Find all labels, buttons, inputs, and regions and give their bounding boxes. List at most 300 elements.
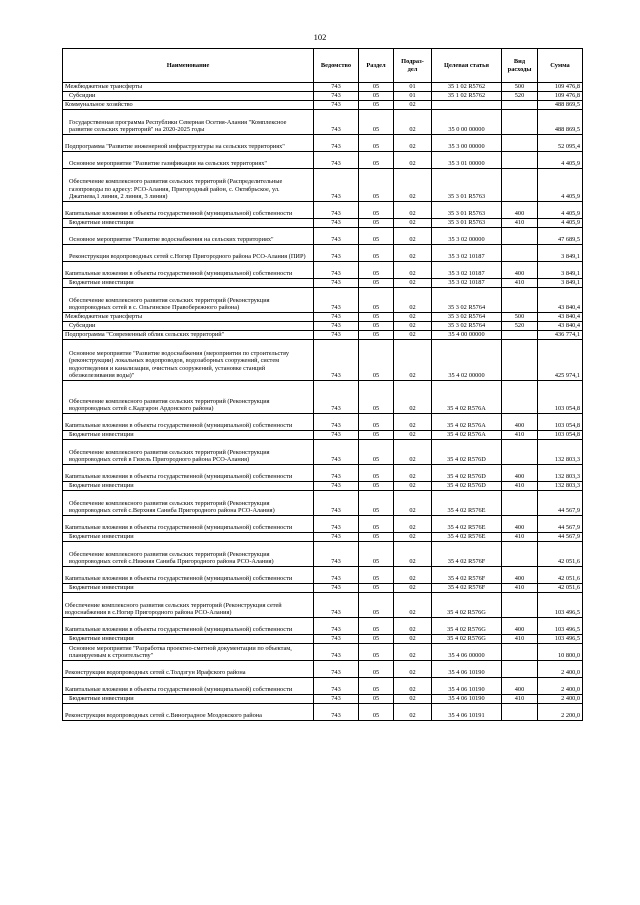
row-target: 35 4 06 00000 — [432, 644, 502, 661]
table-row — [63, 92, 583, 101]
table-row — [63, 219, 583, 228]
table-row — [63, 288, 583, 313]
row-expense-type: 410 — [502, 635, 538, 644]
row-dept: 743 — [314, 704, 359, 721]
row-subsection: 02 — [394, 542, 432, 567]
row-expense-type: 400 — [502, 202, 538, 219]
row-subsection: 02 — [394, 593, 432, 618]
row-subsection: 02 — [394, 704, 432, 721]
table-row — [63, 381, 583, 414]
row-target: 35 4 02 R576D — [432, 482, 502, 491]
table-row — [63, 110, 583, 135]
row-section: 05 — [359, 202, 394, 219]
table-row — [63, 313, 583, 322]
row-sum: 132 803,3 — [538, 465, 583, 482]
row-subsection: 02 — [394, 110, 432, 135]
row-target: 35 4 02 R576F — [432, 542, 502, 567]
row-section: 05 — [359, 245, 394, 262]
row-dept: 743 — [314, 431, 359, 440]
row-target: 35 4 06 10190 — [432, 695, 502, 704]
row-subsection: 02 — [394, 482, 432, 491]
budget-table — [62, 48, 583, 721]
row-section: 05 — [359, 635, 394, 644]
row-expense-type: 410 — [502, 482, 538, 491]
row-section: 05 — [359, 92, 394, 101]
header-target: Целевая статья — [432, 49, 502, 83]
row-dept: 743 — [314, 644, 359, 661]
row-section: 05 — [359, 482, 394, 491]
table-row — [63, 704, 583, 721]
row-section: 05 — [359, 644, 394, 661]
row-section: 05 — [359, 516, 394, 533]
row-sum: 2 400,0 — [538, 678, 583, 695]
row-target: 35 1 02 R5762 — [432, 92, 502, 101]
row-sum: 47 689,5 — [538, 228, 583, 245]
row-name: Подпрограмма "Развитие инженерной инфраструктуры на сельских территориях" — [63, 135, 314, 152]
row-expense-type — [502, 340, 538, 381]
row-name: Капитальные вложения в объекты государственной (муниципальной) собственности — [63, 202, 314, 219]
header-expense-type: Вид расходы — [502, 49, 538, 83]
row-sum: 43 840,4 — [538, 313, 583, 322]
table-row — [63, 262, 583, 279]
row-name: Капитальные вложения в объекты государственной (муниципальной) собственности — [63, 414, 314, 431]
row-section: 05 — [359, 491, 394, 516]
row-target: 35 4 06 10191 — [432, 704, 502, 721]
row-target: 35 3 01 R5763 — [432, 219, 502, 228]
row-dept: 743 — [314, 313, 359, 322]
row-dept: 743 — [314, 661, 359, 678]
table-row — [63, 202, 583, 219]
row-section: 05 — [359, 695, 394, 704]
row-dept: 743 — [314, 533, 359, 542]
row-section: 05 — [359, 661, 394, 678]
row-target: 35 3 00 00000 — [432, 135, 502, 152]
row-name: Обеспечение комплексного развития сельских территорий (Реконструкция водопроводных сетей в Гизель Пригородного района РСО-Алания) — [63, 440, 314, 465]
row-expense-type — [502, 593, 538, 618]
row-name: Основное мероприятие "Развитие водоснабжения на сельских территориях" — [63, 228, 314, 245]
table-row — [63, 340, 583, 381]
row-section: 05 — [359, 279, 394, 288]
row-name: Субсидии — [63, 322, 314, 331]
row-name: Основное мероприятие "Разработка проектно-сметной документации по объектам, планируемым к строительству" — [63, 644, 314, 661]
table-row — [63, 414, 583, 431]
row-name: Бюджетные инвестиции — [63, 695, 314, 704]
row-name: Коммунальное хозяйство — [63, 101, 314, 110]
row-subsection: 02 — [394, 340, 432, 381]
row-expense-type — [502, 288, 538, 313]
row-name: Бюджетные инвестиции — [63, 635, 314, 644]
row-target: 35 4 06 10190 — [432, 678, 502, 695]
row-sum: 109 476,8 — [538, 92, 583, 101]
row-subsection: 02 — [394, 288, 432, 313]
row-target: 35 4 02 R576D — [432, 465, 502, 482]
row-subsection: 02 — [394, 491, 432, 516]
row-target: 35 3 02 R5764 — [432, 322, 502, 331]
row-name: Обеспечение комплексного развития сельских территорий (Реконструкция водопроводных сетей с.Нижняя Саниба Пригородного района РСО-Алания) — [63, 542, 314, 567]
row-expense-type — [502, 542, 538, 567]
row-target: 35 4 02 R576D — [432, 440, 502, 465]
table-row — [63, 661, 583, 678]
row-name: Бюджетные инвестиции — [63, 533, 314, 542]
row-dept: 743 — [314, 678, 359, 695]
row-subsection: 02 — [394, 635, 432, 644]
table-row — [63, 245, 583, 262]
row-target: 35 4 02 R576E — [432, 491, 502, 516]
table-header-row — [63, 49, 583, 83]
row-subsection: 02 — [394, 618, 432, 635]
row-dept: 743 — [314, 440, 359, 465]
row-dept: 743 — [314, 110, 359, 135]
row-target: 35 3 02 00000 — [432, 228, 502, 245]
header-dept: Ведомство — [314, 49, 359, 83]
row-sum: 425 974,1 — [538, 340, 583, 381]
row-expense-type — [502, 245, 538, 262]
row-expense-type — [502, 331, 538, 340]
row-name: Обеспечение комплексного развития сельских территорий (Реконструкция сетей водоснабжения в с.Ногир Пригородного района РСО-Алания) — [63, 593, 314, 618]
row-expense-type: 410 — [502, 279, 538, 288]
table-row — [63, 331, 583, 340]
row-target: 35 4 02 R576E — [432, 516, 502, 533]
row-subsection: 02 — [394, 516, 432, 533]
row-name: Межбюджетные трансферты — [63, 313, 314, 322]
row-section: 05 — [359, 618, 394, 635]
row-target: 35 3 02 10187 — [432, 262, 502, 279]
row-section: 05 — [359, 135, 394, 152]
row-target: 35 4 00 00000 — [432, 331, 502, 340]
row-name: Бюджетные инвестиции — [63, 279, 314, 288]
row-target: 35 0 00 00000 — [432, 110, 502, 135]
row-sum: 42 051,6 — [538, 567, 583, 584]
row-section: 05 — [359, 228, 394, 245]
row-dept: 743 — [314, 465, 359, 482]
row-sum: 43 840,4 — [538, 288, 583, 313]
row-subsection: 02 — [394, 414, 432, 431]
row-dept: 743 — [314, 482, 359, 491]
row-expense-type: 410 — [502, 431, 538, 440]
row-dept: 743 — [314, 83, 359, 92]
row-sum: 488 869,5 — [538, 101, 583, 110]
table-row — [63, 533, 583, 542]
row-dept: 743 — [314, 135, 359, 152]
row-name: Государственная программа Республики Северная Осетия-Алания "Комплексное развитие сельских территорий" на 2020-2025 годы — [63, 110, 314, 135]
row-section: 05 — [359, 465, 394, 482]
row-sum: 103 496,5 — [538, 635, 583, 644]
row-expense-type: 400 — [502, 567, 538, 584]
row-name: Капитальные вложения в объекты государственной (муниципальной) собственности — [63, 678, 314, 695]
row-name: Реконструкция водопроводных сетей с.Ногир Пригородного района РСО-Алания (ПИР) — [63, 245, 314, 262]
row-dept: 743 — [314, 169, 359, 202]
row-subsection: 02 — [394, 567, 432, 584]
row-sum: 4 405,9 — [538, 202, 583, 219]
row-expense-type — [502, 169, 538, 202]
row-subsection: 02 — [394, 135, 432, 152]
row-dept: 743 — [314, 262, 359, 279]
row-dept: 743 — [314, 567, 359, 584]
row-section: 05 — [359, 340, 394, 381]
row-sum: 103 496,5 — [538, 618, 583, 635]
row-subsection: 01 — [394, 92, 432, 101]
row-dept: 743 — [314, 101, 359, 110]
row-target: 35 4 02 R576A — [432, 414, 502, 431]
row-sum: 52 095,4 — [538, 135, 583, 152]
row-expense-type: 400 — [502, 516, 538, 533]
row-target: 35 4 02 R576G — [432, 618, 502, 635]
row-dept: 743 — [314, 618, 359, 635]
row-section: 05 — [359, 431, 394, 440]
row-name: Обеспечение комплексного развития сельских территорий (Реконструкция водопроводных сетей в с. Ольгинское Правобережного района) — [63, 288, 314, 313]
table-row — [63, 482, 583, 491]
header-section: Раздел — [359, 49, 394, 83]
table-row — [63, 542, 583, 567]
row-subsection: 02 — [394, 152, 432, 169]
table-row — [63, 152, 583, 169]
table-row — [63, 465, 583, 482]
row-dept: 743 — [314, 228, 359, 245]
row-expense-type: 500 — [502, 83, 538, 92]
header-name: Наименование — [63, 49, 314, 83]
row-expense-type — [502, 228, 538, 245]
table-row — [63, 593, 583, 618]
row-sum: 109 476,8 — [538, 83, 583, 92]
row-expense-type: 410 — [502, 533, 538, 542]
row-subsection: 02 — [394, 381, 432, 414]
row-target — [432, 101, 502, 110]
table-row — [63, 228, 583, 245]
row-subsection: 02 — [394, 313, 432, 322]
row-dept: 743 — [314, 695, 359, 704]
row-sum: 10 800,0 — [538, 644, 583, 661]
row-expense-type — [502, 152, 538, 169]
row-sum: 3 849,1 — [538, 279, 583, 288]
row-subsection: 02 — [394, 245, 432, 262]
row-name: Капитальные вложения в объекты государственной (муниципальной) собственности — [63, 516, 314, 533]
row-subsection: 02 — [394, 661, 432, 678]
row-sum: 44 567,9 — [538, 533, 583, 542]
row-expense-type: 520 — [502, 92, 538, 101]
row-expense-type — [502, 101, 538, 110]
row-target: 35 3 01 00000 — [432, 152, 502, 169]
row-subsection: 02 — [394, 279, 432, 288]
table-row — [63, 83, 583, 92]
row-sum: 132 803,3 — [538, 440, 583, 465]
row-expense-type — [502, 440, 538, 465]
row-name: Обеспечение комплексного развития сельских территорий (Распределительные газопроводы по адресу: РСО-Алания, Пригородный район, с. Октябрьское, ул. Джатиева,1 линия, 2 линия, 3 линия) — [63, 169, 314, 202]
row-section: 05 — [359, 593, 394, 618]
table-row — [63, 516, 583, 533]
row-expense-type: 400 — [502, 465, 538, 482]
row-dept: 743 — [314, 245, 359, 262]
row-dept: 743 — [314, 593, 359, 618]
row-expense-type: 410 — [502, 219, 538, 228]
row-dept: 743 — [314, 584, 359, 593]
row-expense-type: 400 — [502, 262, 538, 279]
row-expense-type — [502, 110, 538, 135]
table-row — [63, 678, 583, 695]
page-number: 102 — [313, 32, 327, 42]
row-dept: 743 — [314, 202, 359, 219]
row-subsection: 02 — [394, 262, 432, 279]
row-section: 05 — [359, 678, 394, 695]
table-row — [63, 491, 583, 516]
row-dept: 743 — [314, 331, 359, 340]
row-target: 35 4 02 00000 — [432, 340, 502, 381]
row-target: 35 1 02 R5762 — [432, 83, 502, 92]
row-sum: 3 849,1 — [538, 262, 583, 279]
row-sum: 4 405,9 — [538, 219, 583, 228]
table-row — [63, 635, 583, 644]
row-subsection: 02 — [394, 695, 432, 704]
row-name: Субсидии — [63, 92, 314, 101]
row-target: 35 4 02 R576A — [432, 381, 502, 414]
row-dept: 743 — [314, 288, 359, 313]
row-name: Бюджетные инвестиции — [63, 482, 314, 491]
row-subsection: 02 — [394, 202, 432, 219]
row-name: Капитальные вложения в объекты государственной (муниципальной) собственности — [63, 465, 314, 482]
row-name: Подпрограмма "Современный облик сельских территорий" — [63, 331, 314, 340]
row-section: 05 — [359, 83, 394, 92]
row-expense-type: 400 — [502, 414, 538, 431]
row-section: 05 — [359, 262, 394, 279]
row-subsection: 02 — [394, 465, 432, 482]
row-subsection: 02 — [394, 678, 432, 695]
row-dept: 743 — [314, 279, 359, 288]
row-section: 05 — [359, 219, 394, 228]
table-row — [63, 322, 583, 331]
row-section: 05 — [359, 101, 394, 110]
row-expense-type: 520 — [502, 322, 538, 331]
row-name: Бюджетные инвестиции — [63, 431, 314, 440]
row-target: 35 4 02 R576G — [432, 635, 502, 644]
row-dept: 743 — [314, 542, 359, 567]
row-subsection: 02 — [394, 322, 432, 331]
row-expense-type: 400 — [502, 678, 538, 695]
row-name: Межбюджетные трансферты — [63, 83, 314, 92]
row-subsection: 01 — [394, 83, 432, 92]
row-subsection: 02 — [394, 219, 432, 228]
row-sum: 2 200,0 — [538, 704, 583, 721]
row-sum: 436 774,1 — [538, 331, 583, 340]
row-sum: 43 840,4 — [538, 322, 583, 331]
row-target: 35 3 02 R5764 — [432, 313, 502, 322]
table-row — [63, 101, 583, 110]
table-row — [63, 584, 583, 593]
row-subsection: 02 — [394, 431, 432, 440]
row-target: 35 3 02 10187 — [432, 245, 502, 262]
row-section: 05 — [359, 152, 394, 169]
row-expense-type — [502, 644, 538, 661]
table-body — [63, 83, 583, 721]
row-name: Капитальные вложения в объекты государственной (муниципальной) собственности — [63, 567, 314, 584]
row-sum: 42 051,6 — [538, 584, 583, 593]
row-sum: 2 400,0 — [538, 695, 583, 704]
row-sum: 2 400,0 — [538, 661, 583, 678]
row-sum: 103 054,8 — [538, 381, 583, 414]
table-row — [63, 644, 583, 661]
table-row — [63, 135, 583, 152]
row-sum: 42 051,6 — [538, 542, 583, 567]
row-name: Капитальные вложения в объекты государственной (муниципальной) собственности — [63, 262, 314, 279]
table-row — [63, 618, 583, 635]
row-sum: 4 405,9 — [538, 169, 583, 202]
row-subsection: 02 — [394, 584, 432, 593]
row-name: Бюджетные инвестиции — [63, 584, 314, 593]
row-section: 05 — [359, 110, 394, 135]
row-target: 35 4 02 R576F — [432, 584, 502, 593]
row-section: 05 — [359, 567, 394, 584]
row-expense-type — [502, 135, 538, 152]
row-sum: 4 405,9 — [538, 152, 583, 169]
row-sum: 103 496,5 — [538, 593, 583, 618]
table-row — [63, 567, 583, 584]
row-dept: 743 — [314, 219, 359, 228]
row-target: 35 3 02 10187 — [432, 279, 502, 288]
row-sum: 103 054,8 — [538, 431, 583, 440]
row-dept: 743 — [314, 381, 359, 414]
row-subsection: 02 — [394, 533, 432, 542]
row-name: Обеспечение комплексного развития сельских территорий (Реконструкция водопроводных сетей с.Верхняя Саниба Пригородного района РСО-Алания) — [63, 491, 314, 516]
row-subsection: 02 — [394, 644, 432, 661]
row-target: 35 3 02 R5764 — [432, 288, 502, 313]
table-row — [63, 169, 583, 202]
row-section: 05 — [359, 313, 394, 322]
row-sum: 44 567,9 — [538, 491, 583, 516]
row-subsection: 02 — [394, 169, 432, 202]
row-target: 35 3 01 R5763 — [432, 169, 502, 202]
row-dept: 743 — [314, 491, 359, 516]
row-sum: 44 567,9 — [538, 516, 583, 533]
row-expense-type — [502, 704, 538, 721]
row-sum: 103 054,8 — [538, 414, 583, 431]
row-name: Обеспечение комплексного развития сельских территорий (Реконструкция водопроводных сетей с.Кадгарон Ардонского района) — [63, 381, 314, 414]
row-sum: 3 849,1 — [538, 245, 583, 262]
row-subsection: 02 — [394, 228, 432, 245]
row-section: 05 — [359, 414, 394, 431]
row-section: 05 — [359, 704, 394, 721]
row-section: 05 — [359, 584, 394, 593]
row-target: 35 4 02 R576E — [432, 533, 502, 542]
row-target: 35 3 01 R5763 — [432, 202, 502, 219]
row-name: Основное мероприятие "Развитие газификации на сельских территориях" — [63, 152, 314, 169]
row-expense-type: 500 — [502, 313, 538, 322]
row-dept: 743 — [314, 414, 359, 431]
row-section: 05 — [359, 440, 394, 465]
row-expense-type: 410 — [502, 695, 538, 704]
row-dept: 743 — [314, 152, 359, 169]
row-section: 05 — [359, 288, 394, 313]
row-section: 05 — [359, 542, 394, 567]
row-dept: 743 — [314, 322, 359, 331]
row-name: Капитальные вложения в объекты государственной (муниципальной) собственности — [63, 618, 314, 635]
table-row — [63, 431, 583, 440]
row-name: Основное мероприятие "Развитие водоснабжения (мероприятия по строительству (реконструкции) локальных водопроводов, водозаборных сооружений, систем водоотведения и канализации, очистных сооружений, установке станций обезжелезивания воды)" — [63, 340, 314, 381]
table-row — [63, 279, 583, 288]
row-section: 05 — [359, 533, 394, 542]
row-name: Реконструкция водопроводных сетей с.Толдзгун Ирафского района — [63, 661, 314, 678]
table-row — [63, 440, 583, 465]
row-section: 05 — [359, 331, 394, 340]
row-name: Реконструкция водопроводных сетей с.Виноградное Моздокского района — [63, 704, 314, 721]
row-name: Бюджетные инвестиции — [63, 219, 314, 228]
row-target: 35 4 02 R576F — [432, 567, 502, 584]
table-row — [63, 695, 583, 704]
row-subsection: 02 — [394, 440, 432, 465]
row-sum: 132 803,3 — [538, 482, 583, 491]
row-dept: 743 — [314, 340, 359, 381]
row-expense-type — [502, 491, 538, 516]
row-expense-type: 400 — [502, 618, 538, 635]
row-expense-type: 410 — [502, 584, 538, 593]
row-sum: 488 869,5 — [538, 110, 583, 135]
